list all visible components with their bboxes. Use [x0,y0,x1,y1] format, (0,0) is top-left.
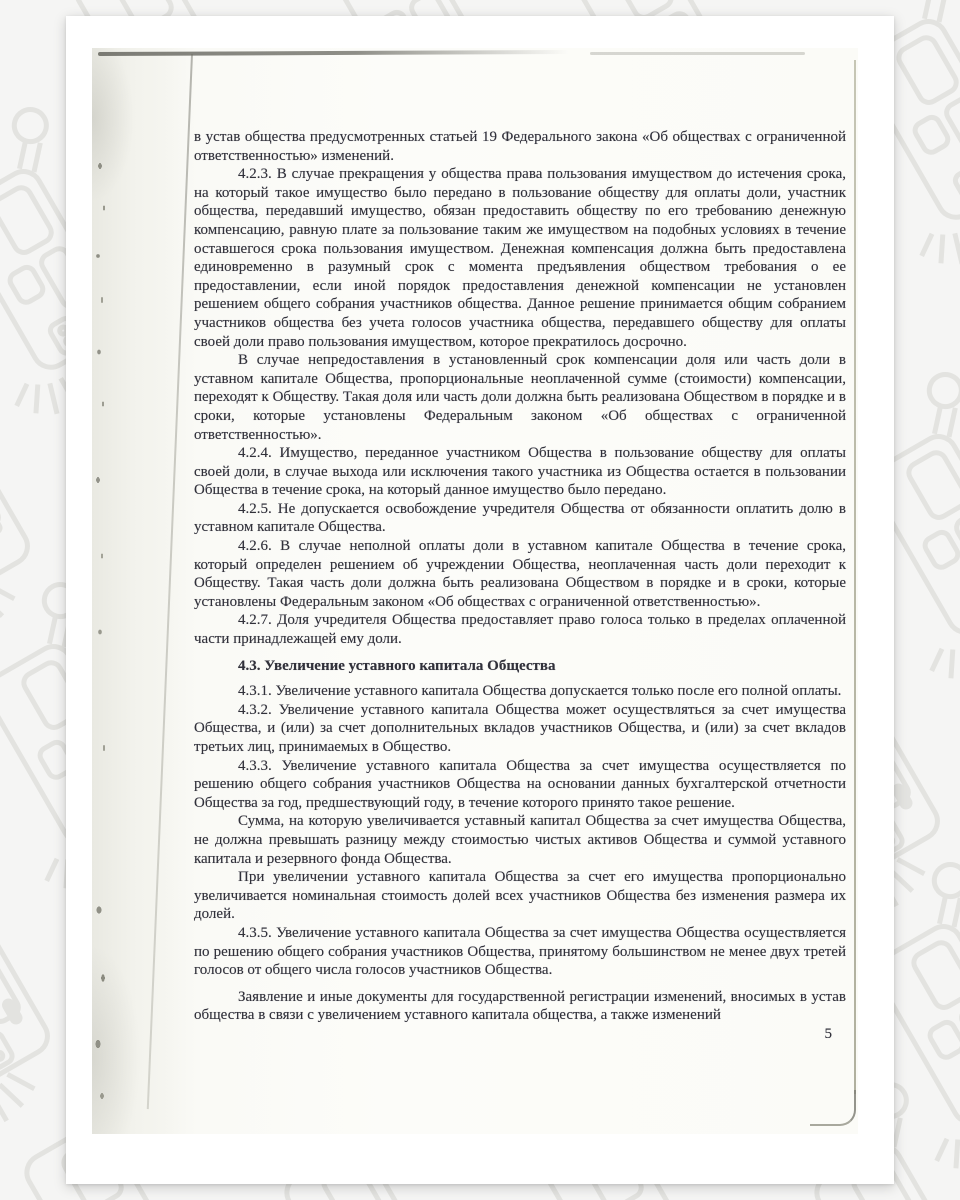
paragraph: 4.2.6. В случае неполной оплаты доли в уставном капитале Общества в течение срока, который определен решением об учреждении Общества, неоплаченная часть доли переходит к Обществу. Такая часть доли должна быть реализована Обществом в порядке и в сроки, которые установлены Федеральным законом «Об обществах с ограниченной ответственностью». [194,538,846,610]
paragraph: 4.2.5. Не допускается освобождение учредителя Общества от обязанности оплатить долю в уставном капитале Общества. [194,500,846,536]
paragraph: В случае непредоставления в установленный срок компенсации доля или часть доли в уставном капитале Общества, пропорциональные неоплаченной сумме (стоимости) компенсации, переходят к Обществу. Такая доля или часть доли должна быть реализована Обществом в порядке и в сроки, которые установлены Федеральным законом «Об обществах с ограниченной ответственностью». [194,352,846,443]
paragraph: 4.3.3. Увеличение уставного капитала Общества за счет имущества осуществляется по решению общего собрания участников Общества на основании данных бухгалтерской отчетности Общества за год, предшествующий году, в течение которого принято такое решение. [194,757,846,811]
scan-top-edge-faint [590,52,805,55]
paragraph: 4.3.5. Увеличение уставного капитала Общества за счет имущества Общества осуществляется по решению общего собрания участников Общества, принятому большинством не менее двух третей голосов от общего числа голосов участников Общества. [194,924,846,979]
paragraph: в устав общества предусмотренных статьей 19 Федерального закона «Об обществах с ограниченной ответственностью» изменений. [194,129,846,164]
binding-fold-shadow [92,48,192,1134]
paragraph: 4.2.4. Имущество, переданное участником Общества в пользование обществу для оплаты своей доли, в случае выхода или исключения такого участника из Общества остается в пользовании Общества в течение срока, на который данное имущество было передано. [194,445,846,499]
paper-right-edge [854,60,856,1094]
paragraph: Заявление и иные документы для государственной регистрации изменений, вносимых в устав общества в связи с увеличением уставного капитала общества, а также изменений [194,988,846,1024]
paragraph: Сумма, на которую увеличивается уставный капитал Общества за счет имущества Общества, не должна превышать разницу между стоимостью чистых активов Общества и суммой уставного капитала и резервного фонда Общества. [194,813,846,867]
paragraph: 4.2.7. Доля учредителя Общества предоставляет право голоса только в пределах оплаченной части принадлежащей ему доли. [194,612,846,648]
paragraph: 4.2.3. В случае прекращения у общества права пользования имуществом до истечения срока, на который такое имущество было передано в пользование обществу для оплаты доли, участник общества, передавший имущество, обязан предоставить обществу по его требованию денежную компенсацию, равную плате за пользование таким же имуществом на подобных условиях в течение оставшегося срока пользования имуществом. Денежная компенсация должна быть предоставлена единовременно в разумный срок с момента предъявления обществом требования о ее предоставлении, если иной порядок предоставления денежной компенсации не установлен решением общего собрания участников общества. Данное решение принимается общим собранием участников общества без учета голосов участника общества, передавшего обществу для оплаты своей доли право пользования имуществом, которое прекратилось досрочно. [194,166,846,350]
section-heading: 4.3. Увеличение уставного капитала Общества [238,657,556,674]
document-body [194,128,846,1044]
paragraph: При увеличении уставного капитала Общества за счет его имущества пропорционально увеличивается номинальная стоимость долей всех участников Общества без изменения размера их долей. [194,869,846,923]
page-number: 5 [824,1025,832,1042]
paragraph: 4.3.2. Увеличение уставного капитала Общества может осуществляться за счет имущества Общества, и (или) за счет дополнительных вкладов участников Общества, и (или) за счет вкладов третьих лиц, принимаемых в Общество. [194,701,846,755]
scan-top-edge [98,50,568,56]
photo-card [66,16,894,1184]
paper-bottom-right-corner [810,1090,856,1126]
paragraph: 4.3.1. Увеличение уставного капитала Общества допускается только после его полной оплаты. [238,683,842,700]
scanned-page [92,48,858,1134]
